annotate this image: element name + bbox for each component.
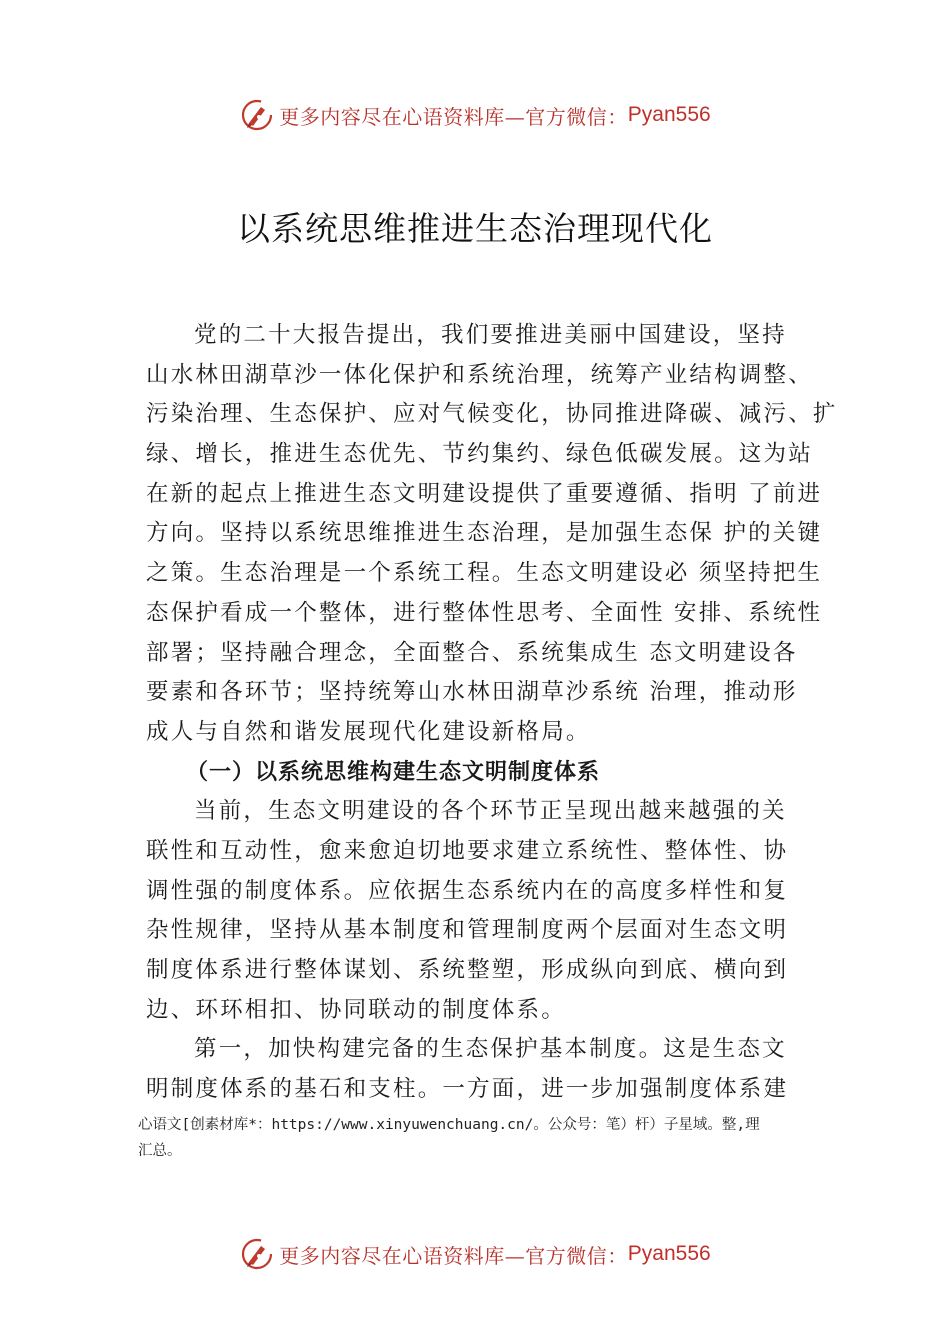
text-line: 部署；坚持融合理念，全面整合、系统集成生 态文明建设各	[146, 639, 798, 666]
document-body	[146, 316, 838, 1110]
banner-contact: Pyan556	[627, 103, 711, 126]
text-line: 制度体系进行整体谋划、系统整塑，形成纵向到底、横向到	[146, 957, 789, 983]
paragraph	[146, 792, 826, 1030]
footnote	[138, 1112, 838, 1164]
paragraph	[146, 316, 838, 753]
text-line: 当前，生态文明建设的各个环节正呈现出越来越强的关	[194, 798, 787, 825]
banner-text: 更多内容尽在心语资料库—官方微信：	[279, 1243, 628, 1268]
pen-nib-seal-icon	[239, 1236, 275, 1272]
banner-text: 更多内容尽在心语资料库—官方微信：	[279, 104, 628, 129]
text-line: 第一，加快构建完备的生态保护基本制度。这是生态文	[194, 1036, 787, 1063]
text-line: 在新的起点上推进生态文明建设提供了重要遵循、指明 了前进	[146, 480, 823, 507]
header-banner	[0, 93, 950, 137]
text-line: 杂性规律，坚持从基本制度和管理制度两个层面对生态文明	[146, 917, 789, 944]
text-line: 边、环环相扣、协同联动的制度体系。	[146, 996, 566, 1023]
text-line: 成人与自然和谐发展现代化建设新格局。	[146, 718, 591, 745]
text-line: 党的二十大报告提出，我们要推进美丽中国建设，坚持	[194, 322, 787, 348]
text-line: 态保护看成一个整体，进行整体性思考、全面性 安排、系统性	[146, 599, 823, 626]
footnote-line: 心语文[创素材库*：https://www.xinyuwenchuang.cn/。公众号：笔）杆）子星域。整,理	[138, 1117, 760, 1133]
document-title: 以系统思维推进生态治理现代化	[237, 209, 713, 248]
paragraph	[146, 1030, 826, 1109]
text-line: 明制度体系的基石和支柱。一方面，进一步加强制度体系建	[146, 1076, 789, 1103]
pen-nib-seal-icon	[239, 97, 275, 133]
footnote-line: 汇总。	[138, 1143, 182, 1159]
text-line: 调性强的制度体系。应依据生态系统内在的高度多样性和复	[146, 877, 789, 904]
banner-contact: Pyan556	[627, 1242, 711, 1265]
text-line: 污染治理、生态保护、应对气候变化，协同推进降碳、减污、扩	[146, 401, 838, 428]
footer-banner	[0, 1232, 950, 1276]
text-line: 绿、增长，推进生态优先、节约集约、绿色低碳发展。这为站	[146, 441, 813, 468]
text-line: 山水林田湖草沙一体化保护和系统治理，统筹产业结构调整、	[146, 361, 813, 388]
section-heading: （一）以系统思维构建生态文明制度体系	[186, 759, 601, 785]
text-line: 要素和各环节；坚持统筹山水林田湖草沙系统 治理，推动形	[146, 679, 798, 706]
text-line: 方向。坚持以系统思维推进生态治理，是加强生态保 护的关键	[146, 520, 823, 547]
text-line: 联性和互动性，愈来愈迫切地要求建立系统性、整体性、协	[146, 837, 789, 864]
text-line: 之策。生态治理是一个系统工程。生态文明建设必 须坚持把生	[146, 560, 823, 587]
